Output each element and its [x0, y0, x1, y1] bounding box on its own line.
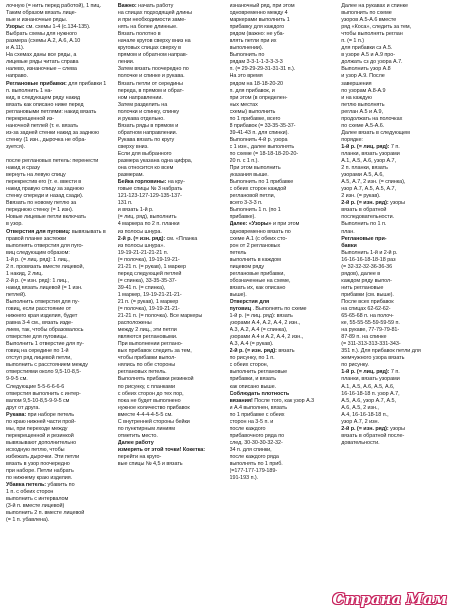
body-text: накид вязать перекрещенной из- наночной петлей (т. е. вязать из-за задней стенки накид за заднюю стенку (1 изн., дырочка не обра- зуется). — [6, 108, 99, 150]
section-heading: Бейка горловины: — [117, 179, 167, 186]
section-heading: Соблюдать плотность вязания! — [229, 390, 290, 404]
body-text: Для прибавок петли для жемчужного узора вязать по рисунку. — [341, 348, 421, 369]
body-text: см. «Планка из полосы шнура». 19-19-21-21-21-21 п. (= полочка), 19-19-19-21- 21-21 п. (= рукав), 1 маркер перед следующей петлей (= спинка), 33-35-35-37- 39-41 п. (= спинка), 1 маркер, 19-19-21-21-21- 21 п. (= рукав), 1 маркер (= полочка), 19-19-21-21- 21-21 п. (= полочка). — [117, 235, 198, 320]
section-heading: 1-й р. (= лиц. ряд): — [341, 369, 390, 376]
section-heading: Реглановые прибавки: — [6, 80, 67, 87]
section-heading: 2-й р. (= изн. ряд): — [341, 425, 389, 432]
section-heading: Реглановые при- бавки — [341, 235, 387, 249]
logo-text: Страна Мам — [332, 590, 447, 608]
body-text: перед реглановыми петлями: — [6, 101, 84, 115]
section-heading: Важно: — [117, 3, 137, 9]
section-heading: Отверстия для пуговиц — [229, 298, 270, 313]
section-heading: 1-й р. (= лиц. ряд): — [341, 143, 390, 150]
section-heading: 2-й р. (= изн. ряд): — [229, 348, 277, 355]
body-text: узоры вязать в обратной последовательности. Выполнить по 1 п. план. — [341, 200, 405, 235]
section-heading: 2-й р. (= изн. ряд): — [117, 235, 166, 242]
section-heading: Рукава: — [6, 411, 27, 418]
body-text: Выполнить 1-й и 2-й р. 16-16-16-18-18-18 раз (= 32-32-32-36-36-36 рядов), далее в каждом ряду выпол- нить реглановые прибавки (см. выше). После всех прибавок на спицах 62-62-62- 65-65-68 п. на полоч- ке, 55-55-55-59-59-59 п. на рукаве, 77-79-79-81- 87-89 п. на спинке (= 311-313-313-331-343- 351 п.). — [341, 249, 401, 355]
body-text: убавить по 1 п. с обеих сторон выполнить с интервалом (3-й п. вместе лицевой) выполнить 2 п. вместе лицевой (= 1 п. убавлена). — [6, 482, 85, 524]
body-text: изнаночный ряд, при этом одновременно между 4 маркерами выполнить 1 прибавку для каждого рядом (важно: не уба- влять петли при их выполнении). Выполнить по рядам 3-3-1-1-3-3-3-3 п. (= 29-29-29-31-31-31 п.). На это время рядом на 18-18-20-20 п. для прибавок, и при этом (в определен- ных местах схемы) выполнить по 1 прибавке, всего 8 прибавок (= 33-35-35-37- 39-41-43 п. для спинки). Выполнить 4-й р. узора с 1 изн., далее выполнять по схеме (= 18-18-18-20-20- 20 п. с 1 п.). При этом выполнить указания выше. Выполнить по 1 прибавке с обеих сторон каждой реглановой петли, всего 3-3-3 п. Выполнить 1 п. (по 1 прибавке). — [229, 3, 299, 221]
body-text: перейти на круго- вые спицы № 4,5 и вязать — [117, 454, 183, 468]
text-column-4 — [341, 3, 447, 610]
body-text: при наборе петель по краю нижней части прой- мы, при переходе между перекрещенной и резинкой вывязывают дополнительно исходную петлю, чтобы избежать дырочки. Эти петли вязать в узор поочередно при наборе. Петли набрать по нижнему краю изделия. — [6, 411, 80, 482]
body-text: на кру- говые спицы № 3 набрать 121-123-127-129-135-137- 131 п. и вязать 1-й р. (= лиц. ряд), выполнить 4 маркера по 2 п. планки из полосы шнура. — [117, 179, 185, 235]
body-text: лочную (= нить перед работой), 1 пиц. Таким образом вязать лице- вые и изнаночные ряды. — [6, 3, 101, 24]
text-column-2 — [118, 3, 224, 610]
body-text: . Выполнять по схеме 1-й р. (= лиц. ряд): вязать узорами А.4, А.2, А.4, 2 изн., А.3, А.2, А.4 (= спинка), узорами А.4 и А.2, А.4, 2 изн., А.3, А.4 (= рукав). — [229, 306, 307, 348]
body-text: вывязывать в правой планке застежки выполнять отверстия для пуго- виц следующим образом: 1-й р. (= лиц. ряд): 1 лиц., 2 п. провязать вместе лицевой, 1 накид, 2 лиц. 2-й р. (= изн. ряд): 1 лиц., накид вязать лицевой (= 1 изн. петлей). Выполнить отверстия для пу- говиц, если расстояние от нижнего края изделия, будет равна 3-4 см., вязать изде- лием, так, чтобы образовалось отверстие для пуговицы. Выполнить 1 отверстие для пу- говиц на середине по 1-й отступ ряд лицевой петли, выполнить с расстоянием между отверстиями около 9,5-10-8,5- 9-9-5 см. Следующие 5-5-6-6-6-6 отверстия выполнить с интер- валом 9,5-10-8,5-9-9-5 см друг от друга. — [6, 228, 106, 411]
body-text: начать работу на спицах подходящей длины и при необходимости заме- нять на более длинные. Вязать полотно в начале кругов сверху вниз на круговых спицах сверху в прямом и обратном направ- лении. Затем вязать поочередно по полочке и спинке и рукава. Вязать петли от середины переда, в прямом и обрат- ном направлении. Затем разделить на полочки и спинку, спинку и рукава отдельно. Вязать ряды в прямом и обратном направлении. Рукава вязать по кругу сверху вниз. Если для выбранного размера указана одна цифра, она относится ко всем размерам. — [117, 3, 193, 179]
body-text: вязать по рисунку, по 1 п. с обеих сторон, выполнить реглановые прибавки, и вязать как описано выше. — [229, 348, 295, 390]
section-heading: Кокетка: — [182, 446, 205, 453]
section-heading: 2-й р. (= изн. ряд): — [341, 200, 389, 207]
body-text: после реглановых петель: — [6, 158, 71, 165]
section-heading: Далее: «Узоры» — [229, 221, 272, 228]
body-text: и при этом одновременно вязать по схеме А.1 (с обеих сто- рон от 2 реглановых петель выполнить в каждом лицевом ряду реглановые прибавки, обозначенные на схеме, вязать их, как описано выше). — [229, 221, 300, 298]
section-heading: Убавка петель: — [6, 482, 47, 489]
text-column-1 — [6, 3, 112, 610]
body-text: для прибавки 1 п. выполнить 1 на- кид, в следующем ряду накид вязать как описано ниже — [6, 80, 107, 108]
body-text: Все маркеры расположены между 2 лиц., эти петли являются реглановыми. При выполнении реглано- вых прибавок следить за тем, чтобы прибавки выпол- нялись по обе стороны реглановых петель. Выполнять прибавки резинкой по рисунку, с планками с обеих сторон до тех пор, пока не будет выполнено нужное количество прибавок вместе 4-4-4-4-5-5 см. С внутренней стороны бейки по пунктирным линиям отметить место. — [117, 313, 203, 439]
body-text: 7 п. планки, вязать узорами А.1, А.5, А.6, А.5, А.6, 16-16-18-18 п. узор А.7, А.5, А.6, узор А.7, А.5, А.6, А.5, 2 изн., А.4, 16-16-18-18 п., узор А.7, 2 изн. — [341, 369, 400, 425]
body-text: перенести накид и сразу вернуть на левую спицу перекрестив его (т. е. ввести в накид правую спицу за заднюю стенку спереди и назад сзади). Ввязать по новому петлю за переднюю стенку (= 1 изн). Новые лицевые петли включать в узор. — [6, 158, 99, 228]
section-heading: Далее работу измерять от этой точки! — [117, 439, 182, 453]
text-column-3 — [230, 3, 336, 610]
body-text: 7 п. планки, вязать узорами А.1, А.5, А.6, узор А.7, 2 п. планки, вязать узорами А.5, А.6, А.5, А.7, 2 изн. (= спинка), узор А.7, А.5, А.5, А.7, 2 изн. (= рукав). — [341, 143, 406, 200]
section-heading: Отверстия для пуговиц: — [6, 228, 71, 235]
site-watermark-logo — [332, 578, 447, 608]
body-text: см. схемы 1-4 (с.134-135). Выбрать схемы для нужного размера (схемы А.2, А.6, А.10 и А.11). На схемах даны все ряды, а лицевые ряды читать справа налево, изнаночные – слева направо. — [6, 24, 91, 80]
section-heading: Узоры: — [6, 24, 25, 31]
body-text: узоры вязать в обратной после- довательности. — [341, 425, 405, 446]
body-text: После того, как узор А.3 и А.4 выполнен, вязать по 1 прибавке с обеих сторон на 3-5 п. и после каждого прибавочного ряда по след. 30-30-30-32-32- 34 п. для спинки, после каждого ряда выполнять по 1 приб. (=177-177-179-189- 191-193 п.). — [229, 397, 315, 482]
body-text: Далее на рукавах и спинке выполнить по схеме узоров А.5-А.6 вместе ряд «Коса», следить за тем, чтобы выполнять реглан п. (= 1 п.) для прибавки сз А.5. в узоре А.5 и А.9 про- должать сз до узора А.7. Выполнить узор А.8 и узор А.9. После завершения по узорам А.8-А.9 и на каждую петлю выполнять реглан А.5 и А.9, продолжать на полочках по схеме А.5-А.6. Далее вязать в следующем порядке: — [341, 3, 412, 143]
